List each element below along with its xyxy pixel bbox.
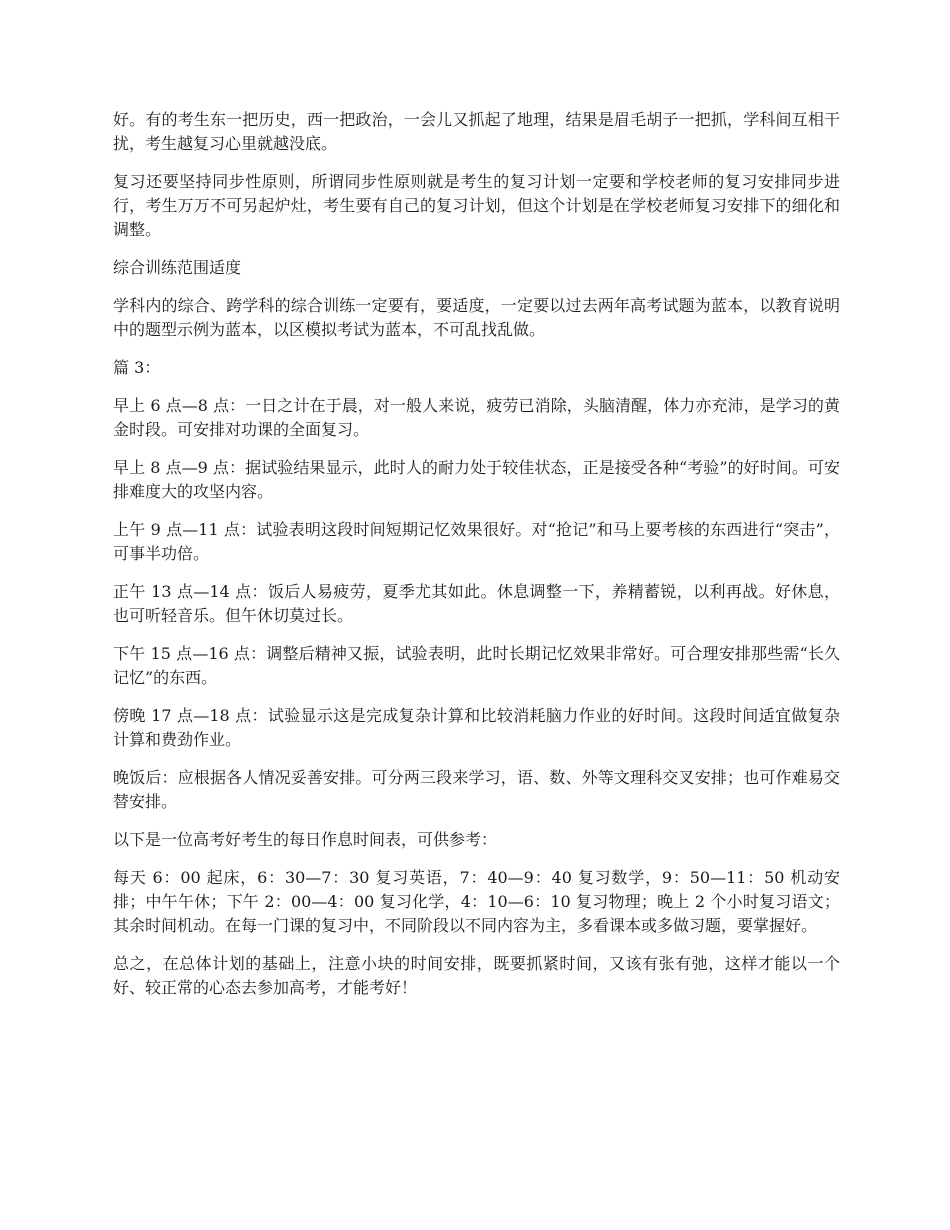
paragraph: 上午 9 点—11 点：试验表明这段时间短期记忆效果很好。对“抢记”和马上要考核的东西进行“突击”，可事半功倍。 [113, 520, 840, 563]
paragraph: 每天 6：00 起床，6：30—7：30 复习英语，7：40—9：40 复习数学，9：50—11：50 机动安排；中午午休；下午 2：00—4：00 复习化学，4：10—6：10 复习物理；晚上 2 个小时复习语文；其余时间机动。在每一门课的复习中，不同阶段以不同内容为主，多看课本或多做习题，要掌握好。 [113, 868, 840, 935]
paragraph: 晚饭后：应根据各人情况妥善安排。可分两三段来学习，语、数、外等文理科交叉安排；也可作难易交替安排。 [113, 768, 840, 811]
paragraph: 总之，在总体计划的基础上，注意小块的时间安排，既要抓紧时间，又该有张有弛，这样才能以一个好、较正常的心态去参加高考，才能考好！ [113, 954, 840, 997]
paragraph: 早上 8 点—9 点：据试验结果显示，此时人的耐力处于较佳状态，正是接受各种“考验”的好时间。可安排难度大的攻坚内容。 [113, 458, 840, 501]
paragraph: 好。有的考生东一把历史，西一把政治，一会儿又抓起了地理，结果是眉毛胡子一把抓，学科间互相干扰，考生越复习心里就越没底。 [113, 110, 840, 153]
section-heading: 综合训练范围适度 [113, 258, 242, 277]
paragraph: 以下是一位高考好考生的每日作息时间表，可供参考： [113, 830, 498, 849]
paragraph: 早上 6 点—8 点：一日之计在于晨，对一般人来说，疲劳已消除，头脑清醒，体力亦充沛，是学习的黄金时段。可安排对功课的全面复习。 [113, 396, 840, 439]
paragraph: 下午 15 点—16 点：调整后精神又振，试验表明，此时长期记忆效果非常好。可合理安排那些需“长久记忆”的东西。 [113, 644, 840, 687]
paragraph: 学科内的综合、跨学科的综合训练一定要有，要适度，一定要以过去两年高考试题为蓝本，以教育说明中的题型示例为蓝本，以区模拟考试为蓝本，不可乱找乱做。 [113, 296, 840, 339]
paragraph: 复习还要坚持同步性原则，所谓同步性原则就是考生的复习计划一定要和学校老师的复习安排同步进行，考生万万不可另起炉灶，考生要有自己的复习计划，但这个计划是在学校老师复习安排下的细化和调整。 [113, 172, 840, 239]
paragraph: 傍晚 17 点—18 点：试验显示这是完成复杂计算和比较消耗脑力作业的好时间。这段时间适宜做复杂计算和费劲作业。 [113, 706, 840, 749]
section-heading: 篇 3： [113, 358, 161, 377]
document-body [113, 108, 840, 1014]
paragraph: 正午 13 点—14 点：饭后人易疲劳，夏季尤其如此。休息调整一下，养精蓄锐，以利再战。好休息，也可听轻音乐。但午休切莫过长。 [113, 582, 840, 625]
